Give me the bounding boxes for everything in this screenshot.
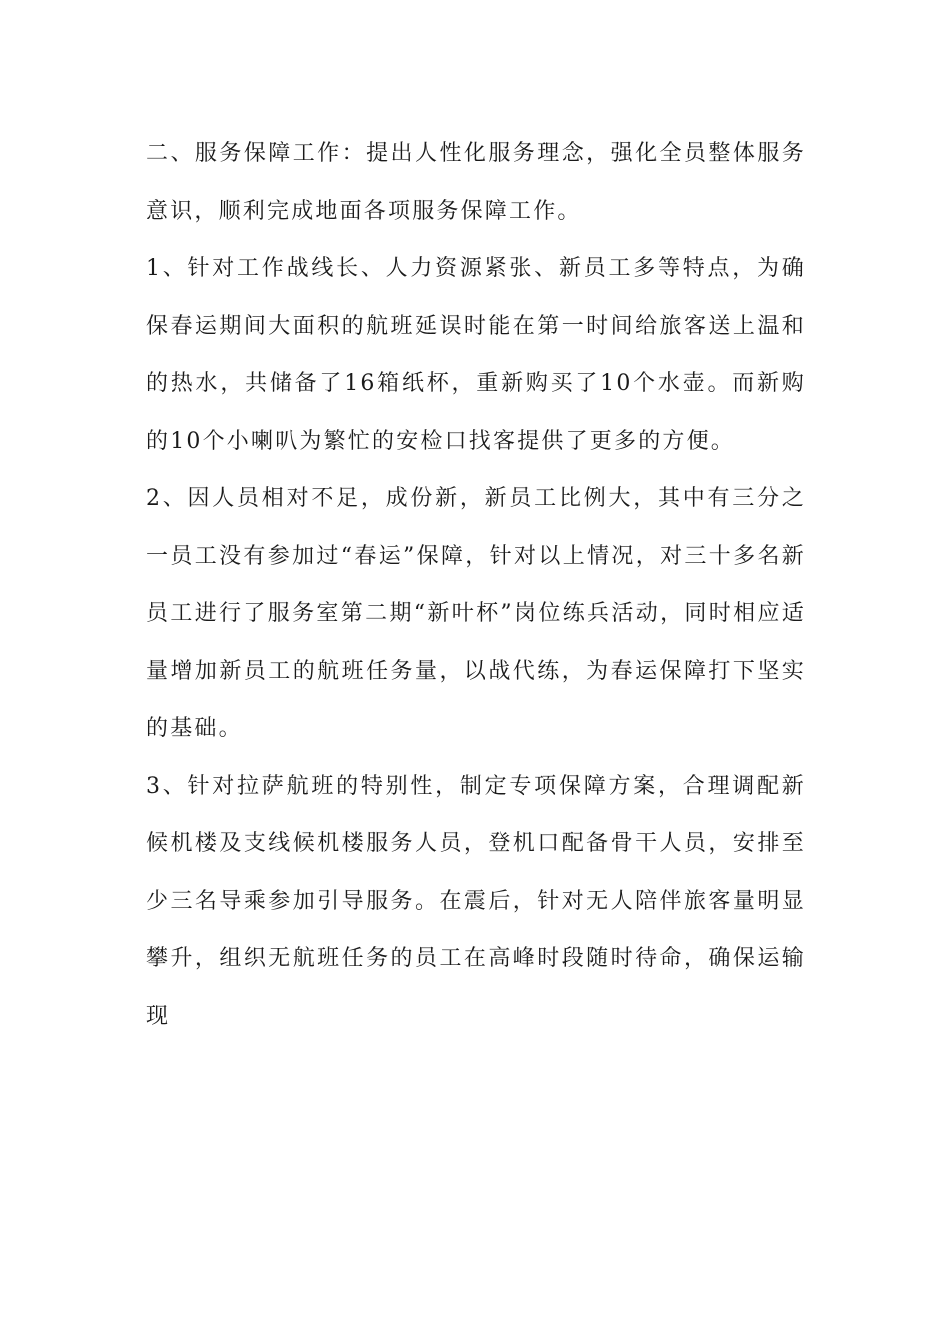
paragraph-item-1: 1、针对工作战线长、人力资源紧张、新员工多等特点，为确保春运期间大面积的航班延误时能在第一时间给旅客送上温和的热水，共储备了16箱纸杯，重新购买了10个水壶。而新购的10个小喇叭为繁忙的安检口找客提供了更多的方便。 — [146, 256, 806, 454]
paragraph-item-2: 2、因人员相对不足，成份新，新员工比例大，其中有三分之一员工没有参加过“春运”保障，针对以上情况，对三十多名新员工进行了服务室第二期“新叶杯”岗位练兵活动，同时相应适量增加新员工的航班任务量，以战代练，为春运保障打下坚实的基础。 — [146, 486, 806, 741]
paragraph-item-3: 3、针对拉萨航班的特别性，制定专项保障方案，合理调配新候机楼及支线候机楼服务人员，登机口配备骨干人员，安排至少三名导乘参加引导服务。在震后，针对无人陪伴旅客量明显攀升，组织无航班任务的员工在高峰时段随时待命，确保运输现 — [146, 773, 806, 1029]
document-body — [146, 125, 806, 1045]
paragraph-service-guarantee: 二、服务保障工作：提出人性化服务理念，强化全员整体服务意识，顺利完成地面各项服务保障工作。 — [146, 141, 806, 224]
